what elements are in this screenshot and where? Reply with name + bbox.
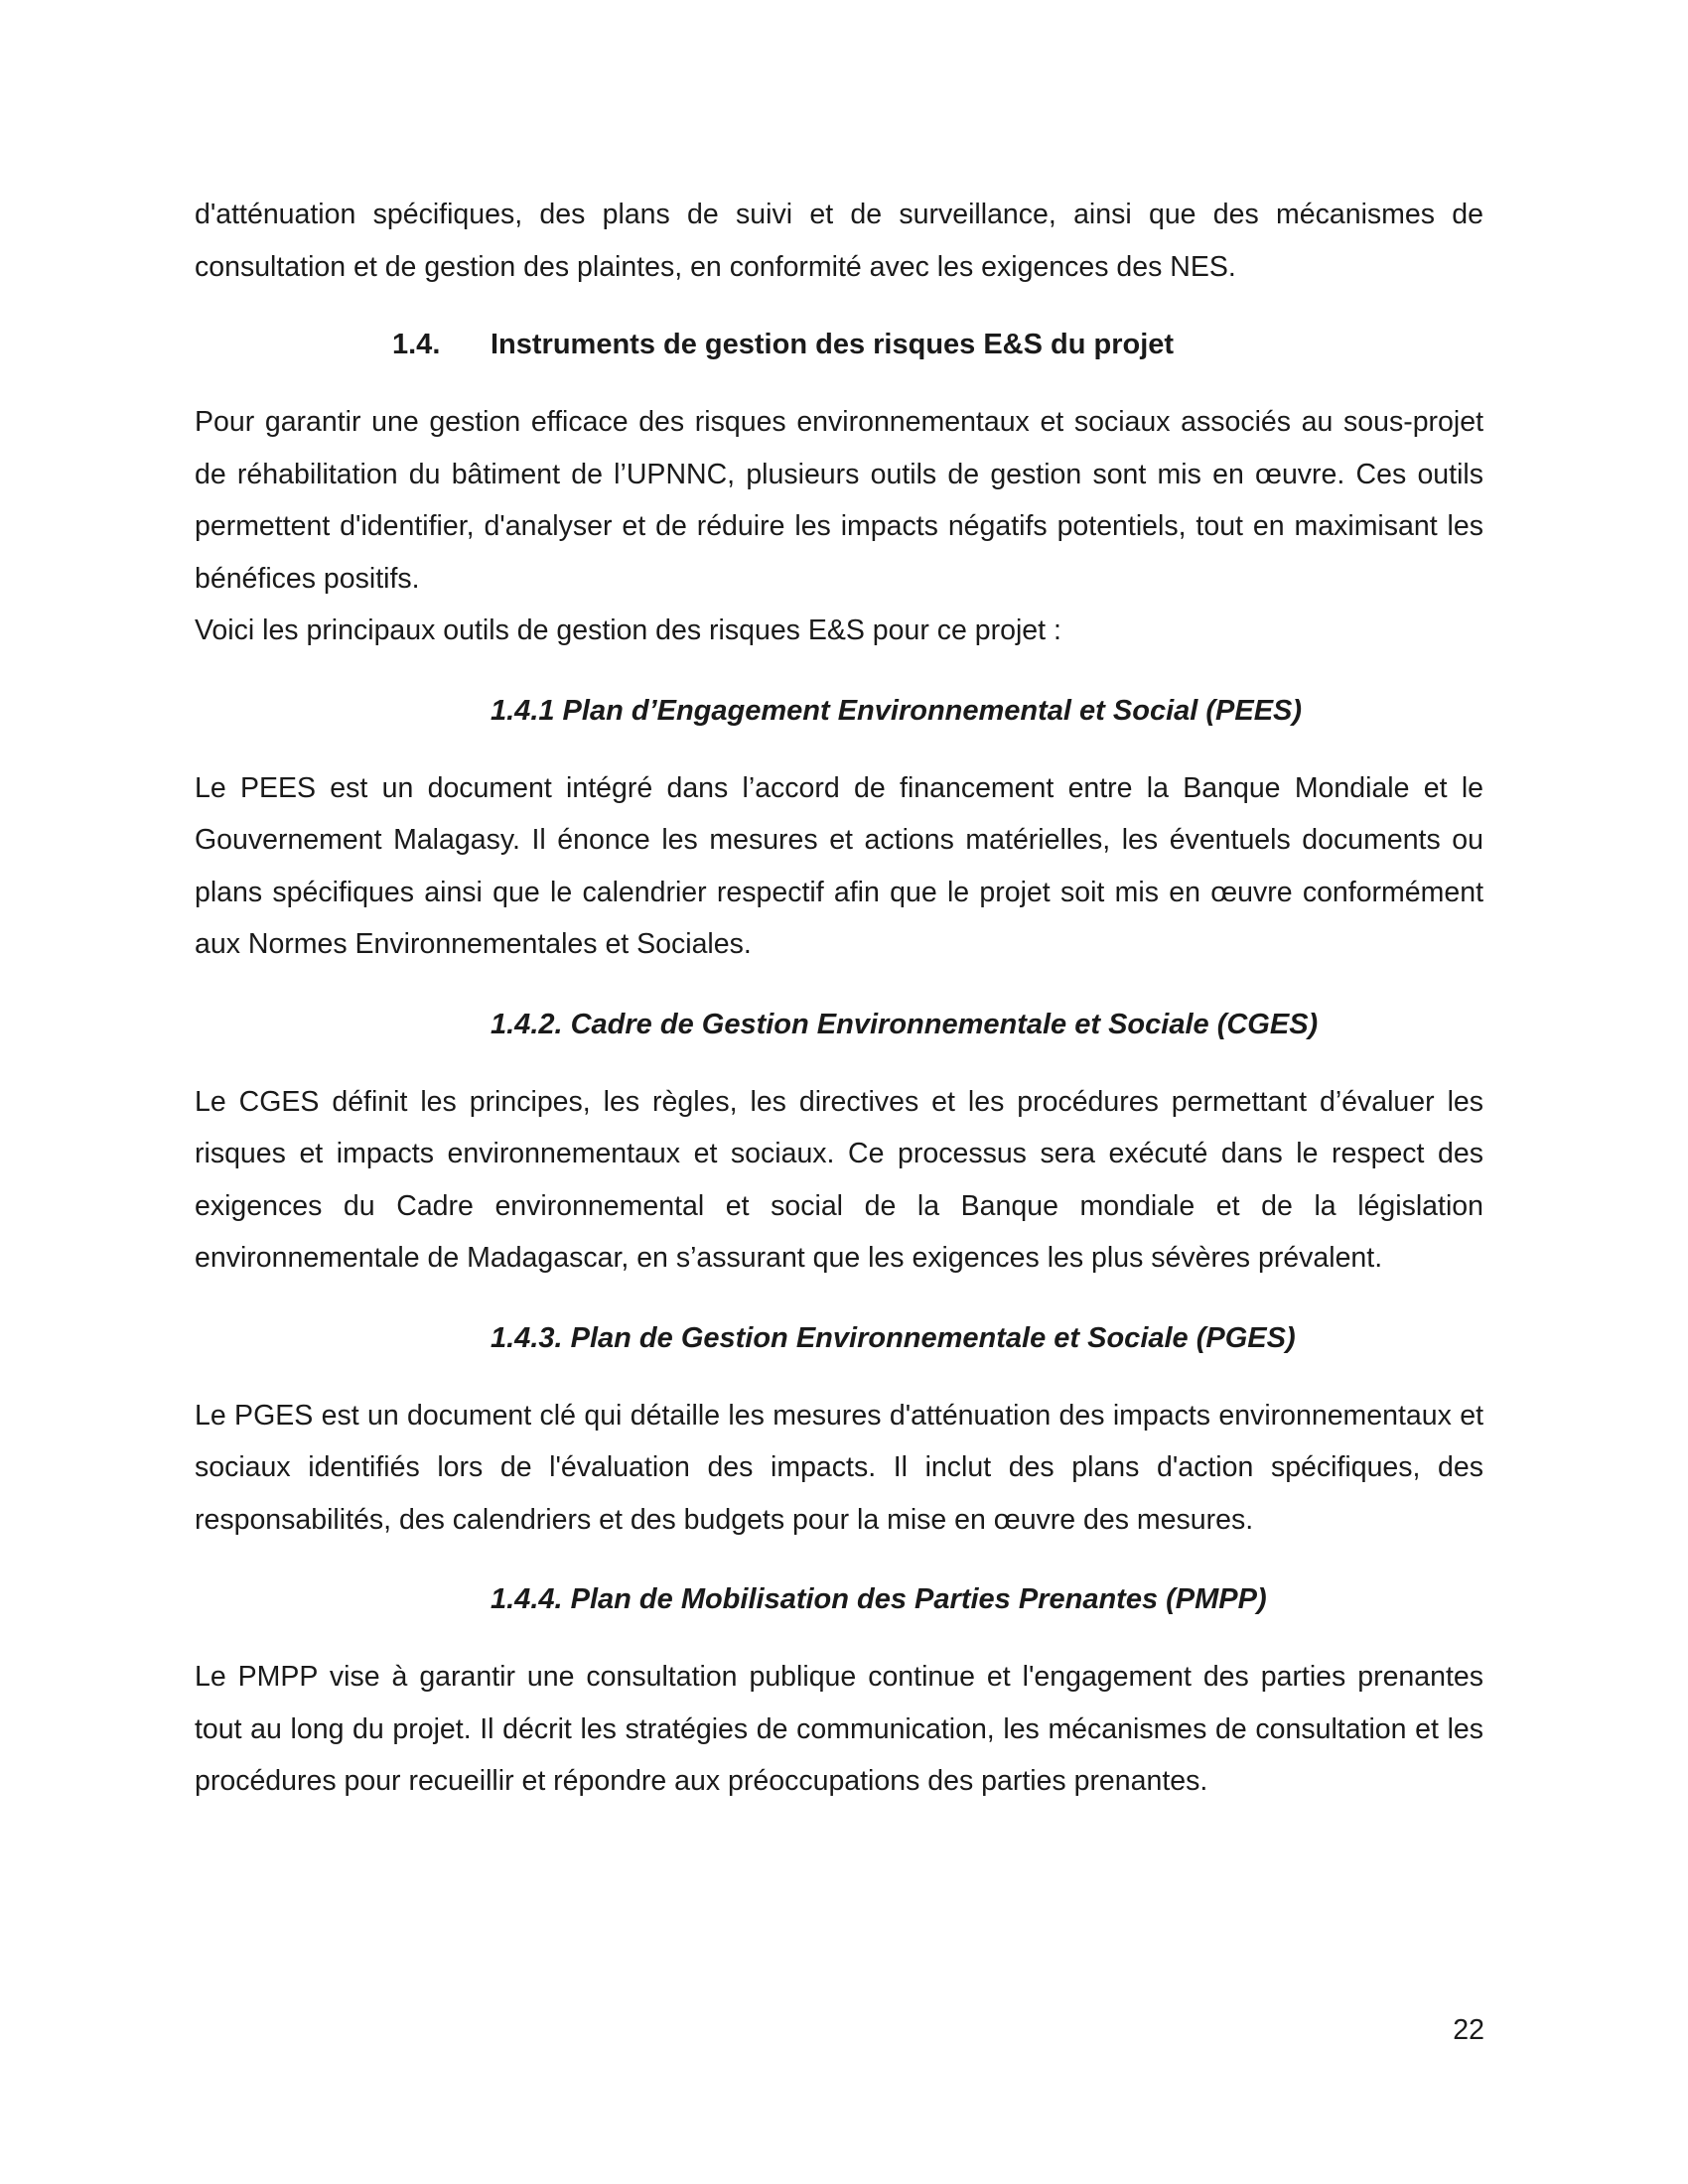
subsection-paragraph-cges: Le CGES définit les principes, les règles, les directives et les procédures permettant d’évaluer les risques et impacts environnementaux et sociaux. Ce processus sera exécuté dans le respect des exigences du Cadre environnemental et social de la Banque mondiale et de la législation environnementale de Madagascar, en s’assurant que les exigences les plus sévères prévalent. xyxy=(195,1085,1483,1274)
section-list-intro: Voici les principaux outils de gestion des risques E&S pour ce projet : xyxy=(195,614,1061,646)
document-page xyxy=(195,189,1483,1808)
subsection-heading-cges: 1.4.2. Cadre de Gestion Environnementale et Sociale (CGES) xyxy=(491,1008,1319,1040)
section-heading xyxy=(195,319,1483,370)
subsection-heading-pges: 1.4.3. Plan de Gestion Environnementale et Sociale (PGES) xyxy=(491,1321,1296,1354)
section-paragraph: Pour garantir une gestion efficace des risques environnementaux et sociaux associés au sous-projet de réhabilitation du bâtiment de l’UPNNC, plusieurs outils de gestion sont mis en œuvre. Ces outils permettent d'identifier, d'analyser et de réduire les impacts négatifs potentiels, tout en maximisant les bénéfices positifs. xyxy=(195,406,1483,595)
section-number: 1.4. xyxy=(392,329,441,360)
subsection-heading-pees: 1.4.1 Plan d’Engagement Environnemental et Social (PEES) xyxy=(491,694,1303,727)
subsection-heading-pmpp: 1.4.4. Plan de Mobilisation des Parties Prenantes (PMPP) xyxy=(491,1583,1267,1615)
subsection-paragraph-pges: Le PGES est un document clé qui détaille les mesures d'atténuation des impacts environnementaux et sociaux identifiés lors de l'évaluation des impacts. Il inclut des plans d'action spécifiques, des responsabilités, des calendriers et des budgets pour la mise en œuvre des mesures. xyxy=(195,1399,1483,1536)
section-title: Instruments de gestion des risques E&S du projet xyxy=(491,329,1175,360)
page-number: 22 xyxy=(1453,2014,1484,2046)
subsection-paragraph-pees: Le PEES est un document intégré dans l’accord de financement entre la Banque Mondiale et le Gouvernement Malagasy. Il énonce les mesures et actions matérielles, les éventuels documents ou plans spécifiques ainsi que le calendrier respectif afin que le projet soit mis en œuvre conformément aux Normes Environnementales et Sociales. xyxy=(195,771,1483,960)
intro-paragraph: d'atténuation spécifiques, des plans de suivi et de surveillance, ainsi que des mécanismes de consultation et de gestion des plaintes, en conformité avec les exigences des NES. xyxy=(195,199,1483,283)
subsection-paragraph-pmpp: Le PMPP vise à garantir une consultation publique continue et l'engagement des parties prenantes tout au long du projet. Il décrit les stratégies de communication, les mécanismes de consultation et les procédures pour recueillir et répondre aux préoccupations des parties prenantes. xyxy=(195,1661,1483,1797)
